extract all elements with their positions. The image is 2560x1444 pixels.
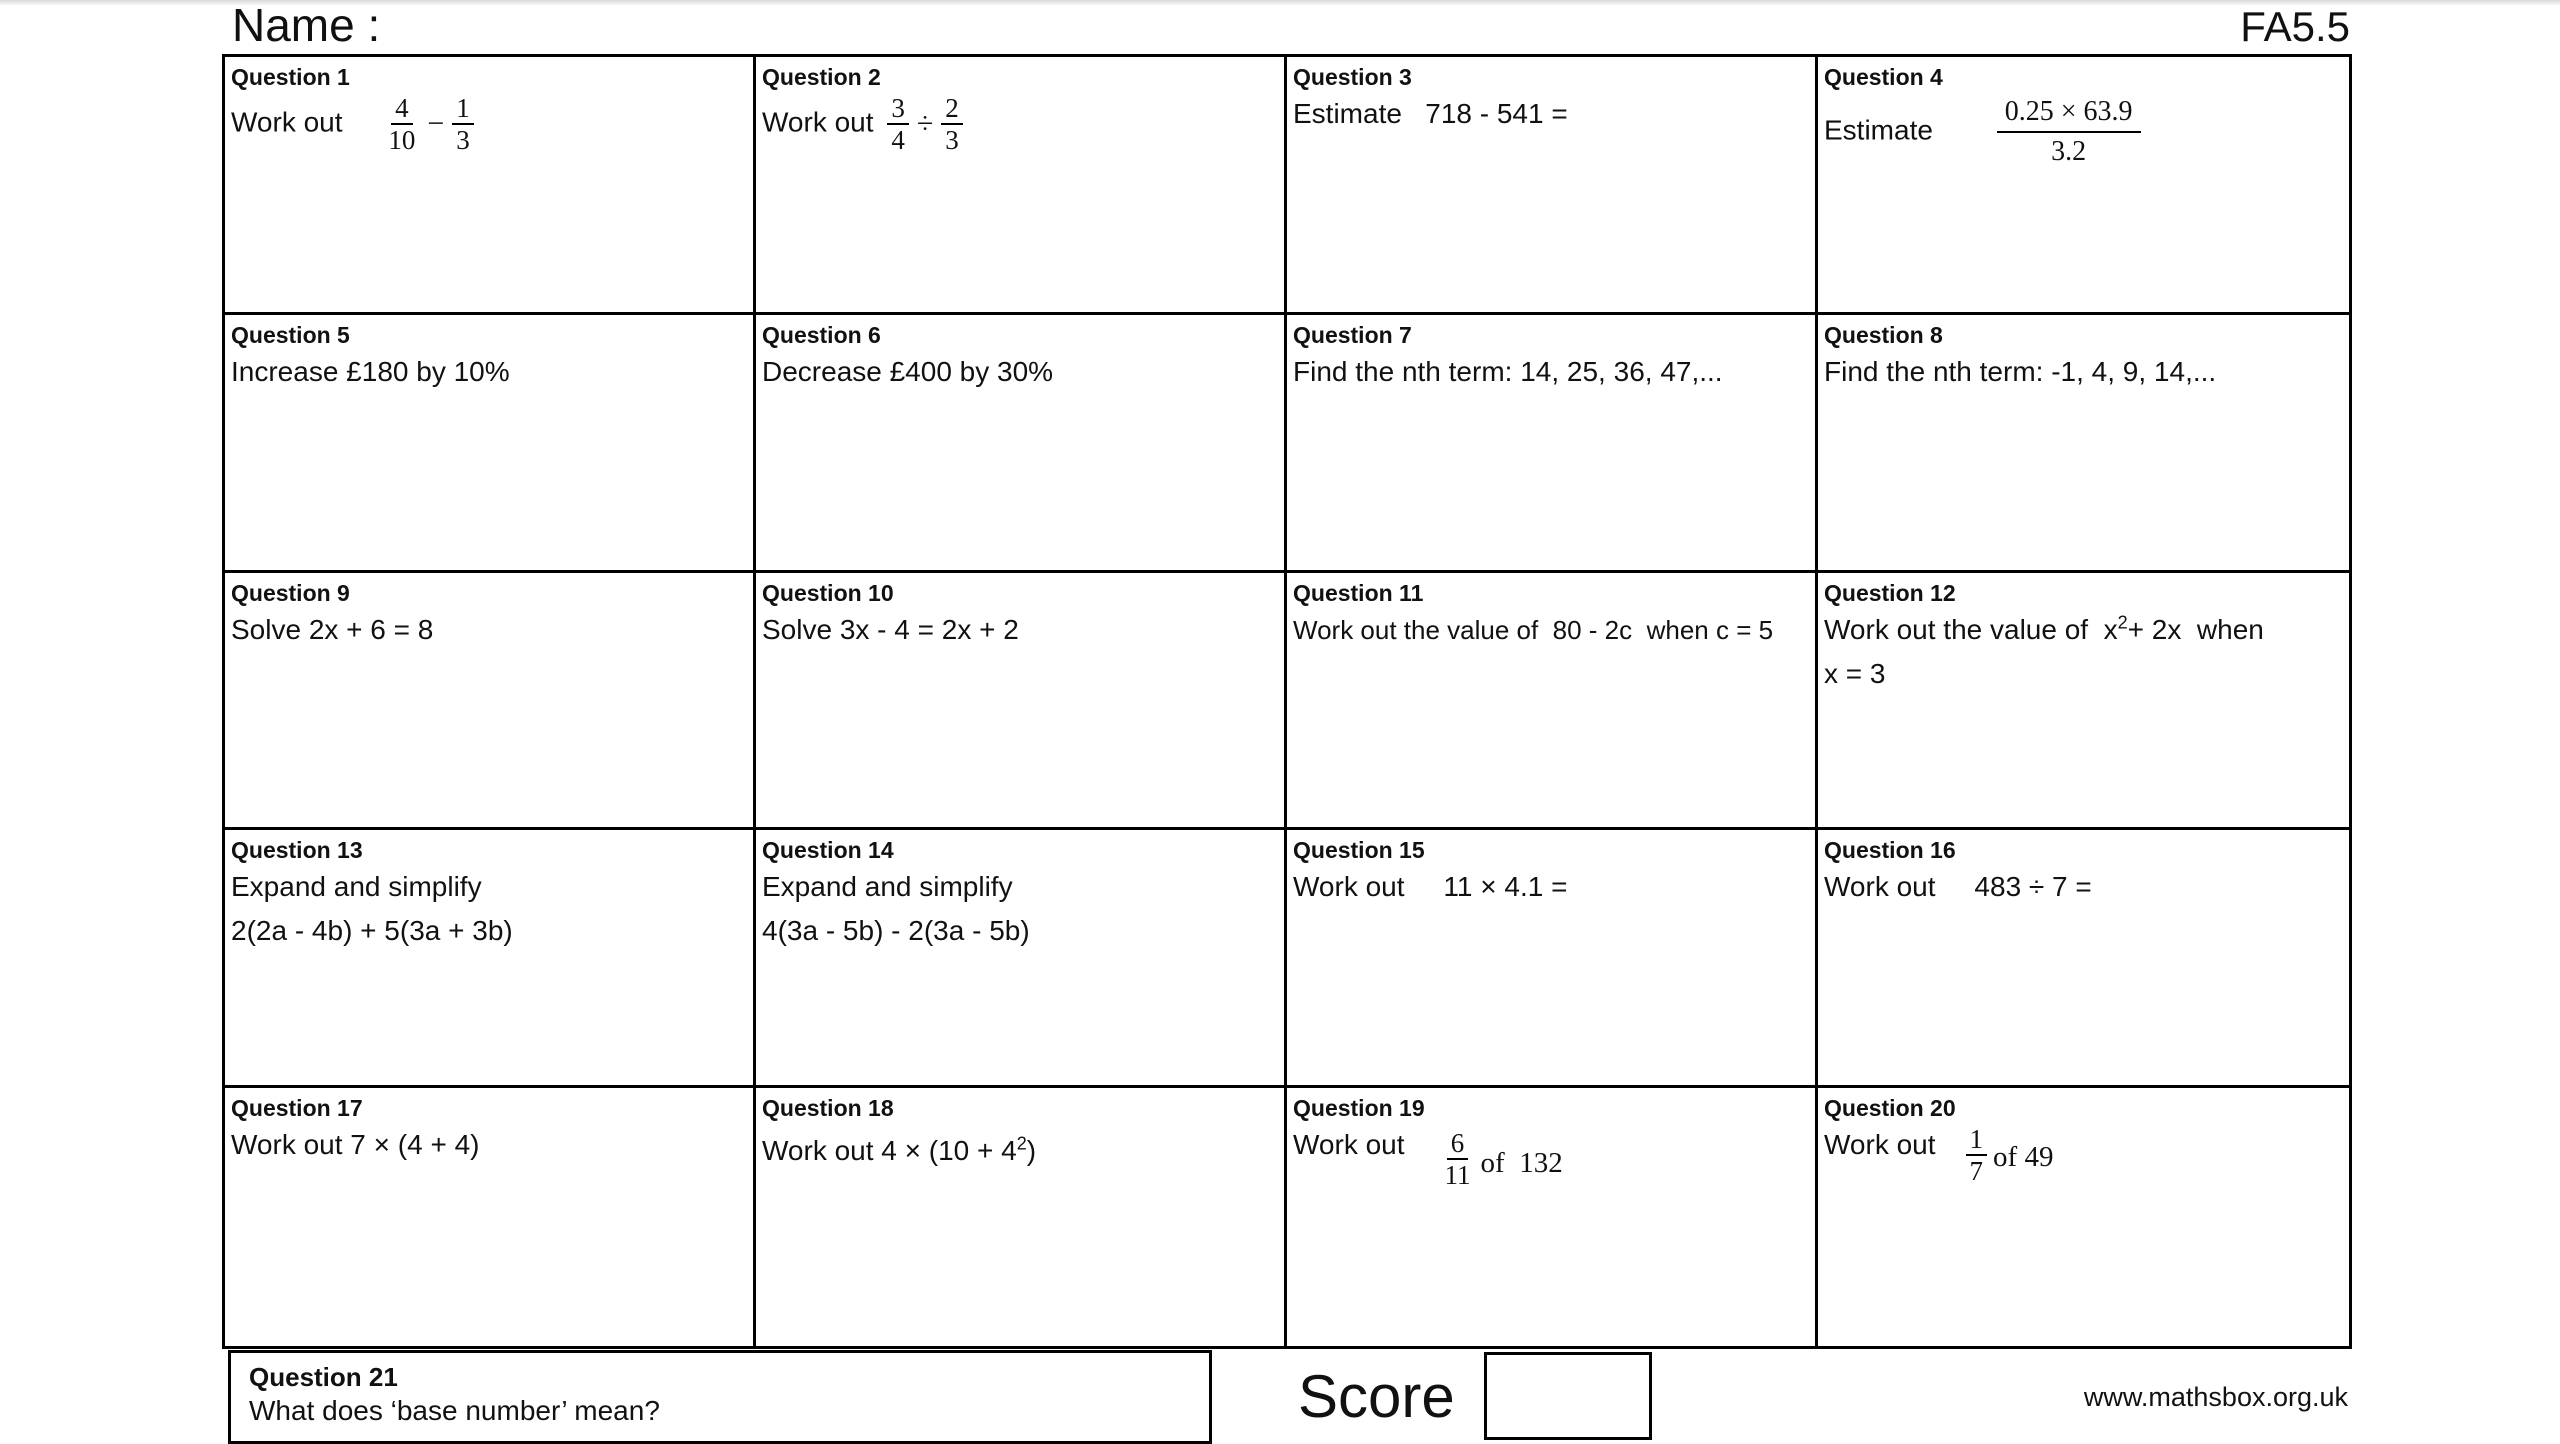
question-text: Expand and simplify — [231, 871, 482, 903]
question-text — [762, 93, 1278, 155]
question-title: Question 2 — [762, 64, 881, 90]
website-url: www.mathsbox.org.uk — [2083, 1382, 2348, 1412]
question-grid — [222, 54, 2352, 1349]
denominator: 3.2 — [2051, 136, 2087, 167]
question-title: Question 15 — [1293, 837, 1425, 864]
question-20-cell — [1818, 1088, 2349, 1346]
question-text: Decrease £400 by 30% — [762, 355, 1054, 387]
question-text — [762, 1130, 1278, 1172]
question-title: Question 12 — [1824, 579, 1956, 606]
question-text — [1824, 609, 2343, 651]
question-1-cell — [225, 57, 756, 315]
question-text: Work out 7 × (4 + 4) — [231, 1129, 480, 1161]
question-title: Question 17 — [231, 1095, 363, 1122]
numerator: 2 — [941, 93, 963, 125]
question-text-line-2: x = 3 — [1824, 657, 1886, 689]
question-title: Question 8 — [1824, 321, 1943, 348]
denominator: 3 — [945, 125, 959, 155]
exponent: 2 — [1016, 1133, 1027, 1154]
denominator: 10 — [388, 125, 416, 155]
question-title: Question 20 — [1824, 1095, 1956, 1122]
question-text: Work out the value of 80 - 2c when c = 5 — [1293, 614, 1774, 645]
question-16-cell — [1818, 830, 2349, 1088]
fraction — [452, 93, 474, 155]
question-text: What does ‘base number’ mean? — [249, 1395, 660, 1426]
numerator: 1 — [452, 93, 474, 125]
question-6-cell — [756, 315, 1287, 573]
question-2-cell — [756, 57, 1287, 315]
question-title: Question 16 — [1824, 837, 1956, 864]
question-text: Estimate 718 - 541 = — [1293, 98, 1568, 129]
prefix: Estimate — [1824, 114, 1933, 146]
question-21-box — [228, 1350, 1212, 1444]
question-4-cell — [1818, 57, 2349, 315]
question-5-cell — [225, 315, 756, 573]
numerator: 6 — [1447, 1128, 1469, 1160]
question-title: Question 11 — [1293, 579, 1424, 606]
denominator: 11 — [1444, 1160, 1471, 1191]
question-text: Expand and simplify — [762, 871, 1013, 903]
text-part: + 2x when — [2127, 613, 2264, 645]
question-text: Solve 2x + 6 = 8 — [231, 613, 434, 645]
fraction — [384, 93, 419, 155]
prefix: Work out — [762, 106, 874, 138]
score-box[interactable] — [1484, 1352, 1652, 1440]
question-text: Work out 483 ÷ 7 = — [1824, 871, 2092, 903]
question-10-cell — [756, 573, 1287, 831]
fraction — [1966, 1124, 1988, 1186]
question-15-cell — [1287, 830, 1818, 1088]
question-title: Question 14 — [762, 837, 894, 864]
question-text: Solve 3x - 4 = 2x + 2 — [762, 613, 1019, 645]
prefix: Work out — [231, 106, 343, 138]
denominator: 7 — [1969, 1156, 1984, 1187]
question-title: Question 6 — [762, 321, 881, 348]
question-9-cell — [225, 573, 756, 831]
question-text: Work out 11 × 4.1 = — [1293, 871, 1568, 903]
question-text: Find the nth term: 14, 25, 36, 47,... — [1293, 355, 1723, 387]
denominator: 4 — [891, 125, 905, 155]
question-text: Increase £180 by 10% — [231, 355, 510, 387]
fraction — [941, 93, 963, 155]
numerator: 1 — [1966, 1124, 1988, 1156]
operator: − — [427, 107, 445, 140]
question-title: Question 1 — [231, 64, 350, 90]
question-title: Question 9 — [231, 579, 350, 606]
question-18-cell — [756, 1088, 1287, 1346]
question-title: Question 19 — [1293, 1095, 1425, 1122]
text-part: Work out the value of x — [1824, 613, 2118, 645]
question-text: Find the nth term: -1, 4, 9, 14,... — [1824, 355, 2217, 387]
suffix: of 132 — [1480, 1147, 1563, 1180]
prefix: Work out — [1824, 1129, 1936, 1161]
question-3-cell — [1287, 57, 1818, 315]
question-title: Question 21 — [249, 1362, 398, 1392]
question-title: Question 3 — [1293, 64, 1412, 90]
question-19-cell — [1287, 1088, 1818, 1346]
question-17-cell — [225, 1088, 756, 1346]
question-text-line-2: 2(2a - 4b) + 5(3a + 3b) — [231, 915, 513, 947]
text-part: Work out 4 × (10 + 4 — [762, 1135, 1017, 1167]
prefix: Work out — [1293, 1129, 1405, 1161]
question-11-cell — [1287, 573, 1818, 831]
text-part: ) — [1026, 1135, 1037, 1167]
fraction — [887, 93, 909, 155]
question-13-cell — [225, 830, 756, 1088]
exponent: 2 — [2117, 612, 2128, 633]
denominator: 3 — [456, 125, 470, 155]
question-12-cell — [1818, 573, 2349, 831]
question-text — [231, 93, 747, 155]
question-text — [1293, 1124, 1809, 1190]
question-8-cell — [1818, 315, 2349, 573]
question-title: Question 5 — [231, 321, 350, 348]
name-label: Name : — [232, 0, 381, 51]
worksheet-code: FA5.5 — [2240, 3, 2350, 50]
fraction — [1441, 1128, 1475, 1190]
question-title: Question 18 — [762, 1095, 894, 1122]
question-title: Question 10 — [762, 579, 894, 606]
top-edge — [0, 0, 2560, 6]
question-title: Question 13 — [231, 837, 363, 864]
numerator: 3 — [887, 93, 909, 125]
fraction — [1997, 93, 2141, 171]
score-label: Score — [1298, 1363, 1455, 1430]
question-text — [1824, 93, 2343, 171]
question-title: Question 7 — [1293, 321, 1412, 348]
question-text-line-2: 4(3a - 5b) - 2(3a - 5b) — [762, 915, 1030, 947]
suffix: of 49 — [1993, 1141, 2054, 1174]
numerator: 4 — [391, 93, 413, 125]
question-title: Question 4 — [1824, 64, 1943, 90]
question-14-cell — [756, 830, 1287, 1088]
operator: ÷ — [916, 107, 934, 140]
question-text — [1824, 1124, 2343, 1186]
numerator: 0.25 × 63.9 — [1997, 93, 2141, 133]
question-7-cell — [1287, 315, 1818, 573]
